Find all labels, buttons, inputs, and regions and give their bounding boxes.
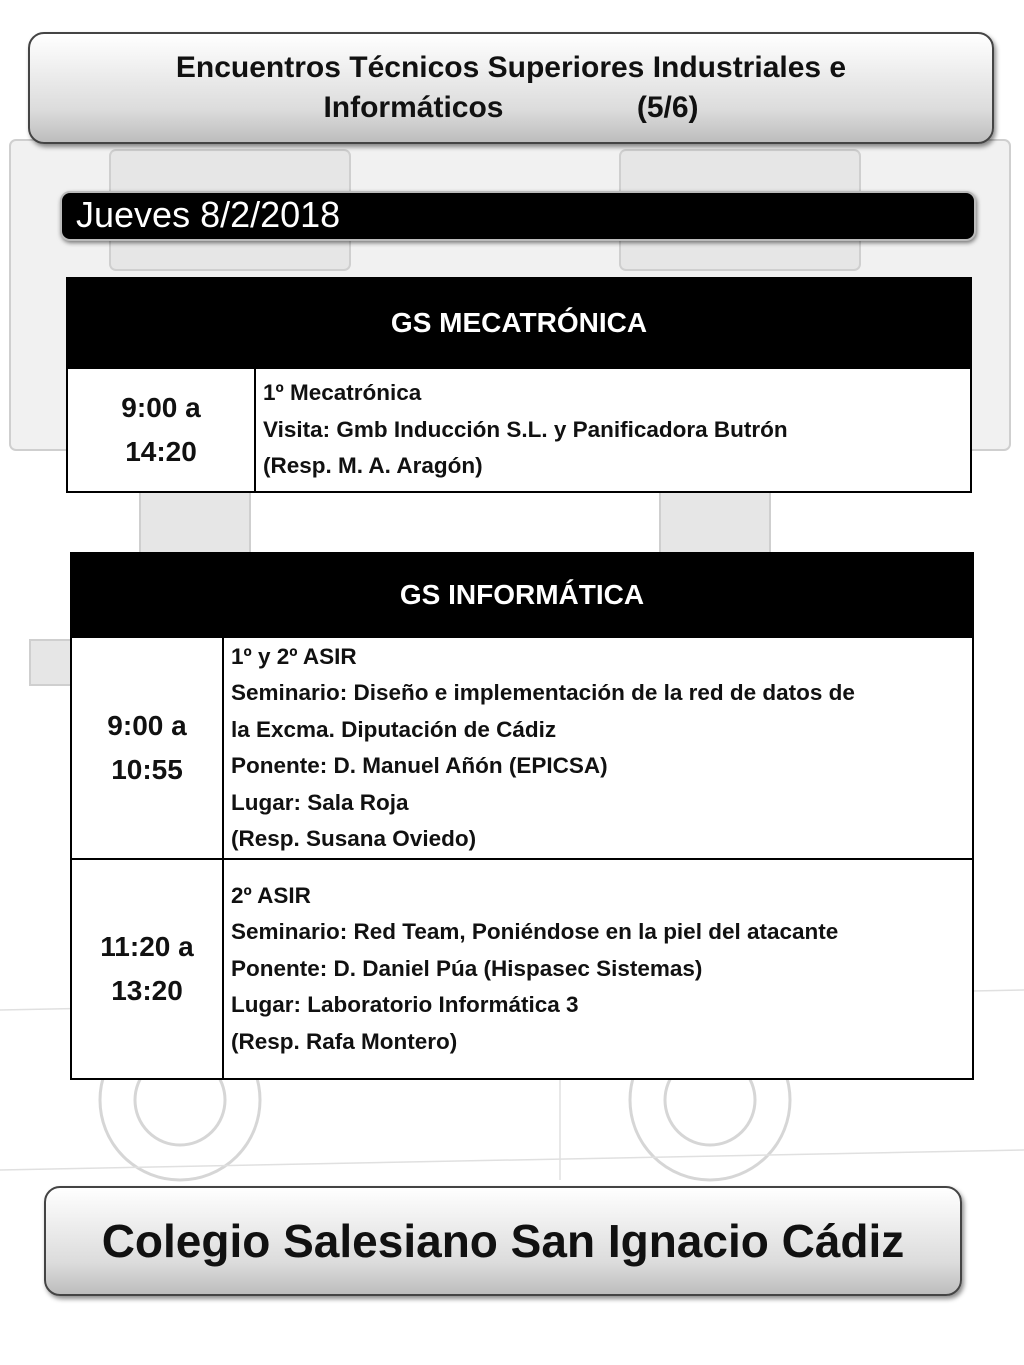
header-page-indicator: (5/6) [636,91,699,124]
description-line: Seminario: Diseño e implementación de la red de datos de [231,680,855,705]
header-title-line1: Encuentros Técnicos Superiores Industriales e [175,51,847,84]
description-line: 2º ASIR [231,882,311,908]
table-title: GS MECATRÓNICA [67,278,971,368]
description-cell [255,368,971,492]
header-banner [28,32,994,144]
table-header-row [71,553,973,637]
header-title-informaticos: Informáticos [323,91,504,124]
description-line: la Excma. Diputación de Cádiz [231,716,557,742]
description-line: Ponente: D. Daniel Púa (Hispasec Sistemas) [231,955,703,981]
time-cell [71,637,223,859]
description-line: 1º y 2º ASIR [231,643,357,669]
time-start: 9:00 a [107,710,187,741]
footer-banner [44,1186,962,1296]
time-end: 14:20 [125,436,197,467]
time-cell [71,859,223,1079]
time-start: 11:20 a [100,931,194,962]
footer-school-name: Colegio Salesiano San Ignacio Cádiz [101,1215,905,1267]
header-title-line2 [323,88,698,128]
description-line: Lugar: Laboratorio Informática 3 [231,992,579,1018]
table-header-row [67,278,971,368]
description-line: (Resp. Susana Oviedo) [231,826,477,851]
table-row [67,368,971,492]
table-row [71,859,973,1079]
schedule-table-informatica [70,552,974,1080]
description-line: (Resp. Rafa Montero) [231,1028,458,1054]
schedule-table-mecatronica [66,277,972,493]
table-row [71,637,973,859]
description-line: Ponente: D. Manuel Añón (EPICSA) [231,753,608,778]
description-line: 1º Mecatrónica [263,380,422,406]
table-title: GS INFORMÁTICA [71,553,973,637]
description-line: (Resp. M. A. Aragón) [263,453,483,479]
time-cell [67,368,255,492]
time-start: 9:00 a [121,392,201,423]
description-cell [223,859,973,1079]
description-cell [223,637,973,859]
time-end: 13:20 [111,975,183,1006]
description-line: Lugar: Sala Roja [231,789,409,815]
date-bar: Jueves 8/2/2018 [60,191,976,241]
description-line: Seminario: Red Team, Poniéndose en la piel del atacante [231,919,839,945]
description-line: Visita: Gmb Inducción S.L. y Panificadora Butrón [263,416,788,442]
time-end: 10:55 [111,754,183,785]
